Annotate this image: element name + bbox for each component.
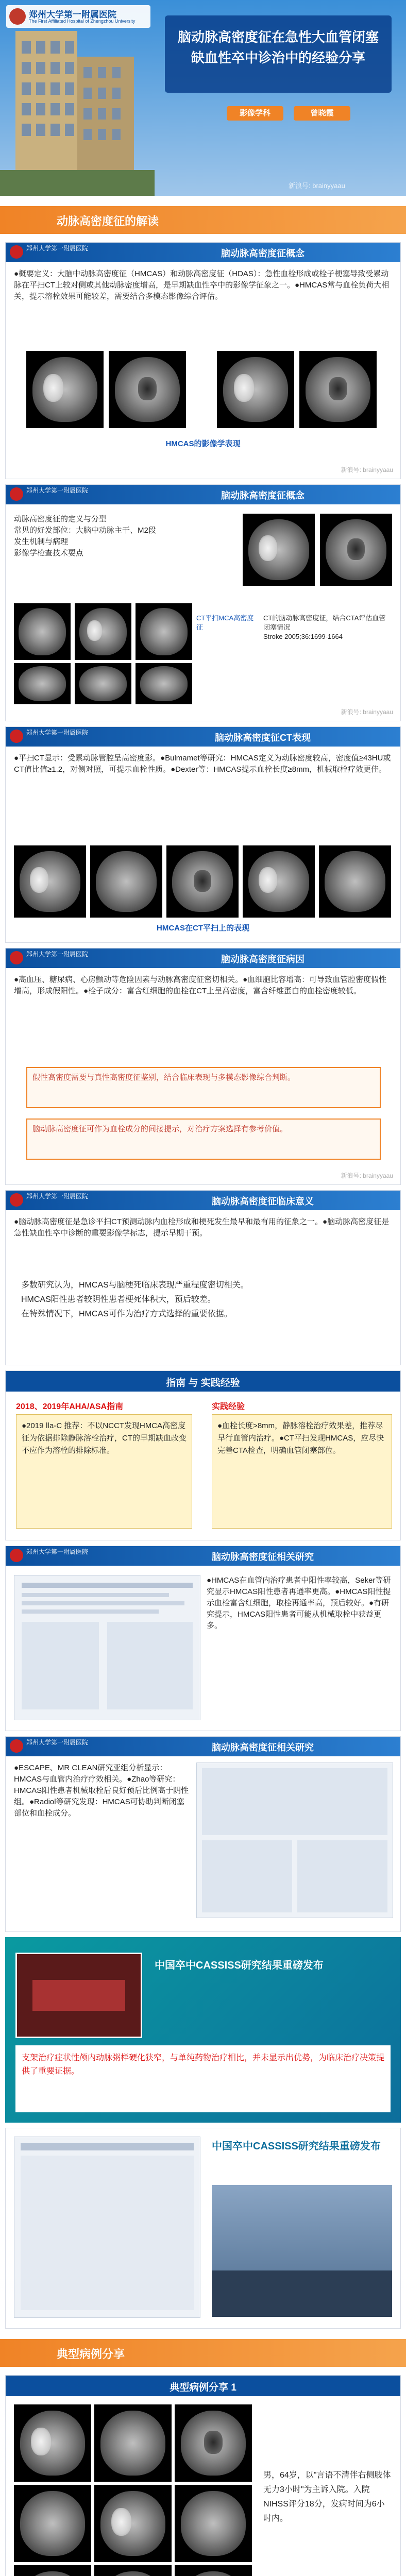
section-ribbon-title: 典型病例分享 [57, 2348, 125, 2361]
slide-title: 脑动脉高密度征相关研究 [212, 1552, 314, 1562]
slide-title: 脑动脉高密度征病因 [221, 954, 304, 964]
slide-logo [10, 729, 118, 744]
slide-concept-2 [5, 484, 401, 721]
slide-title: 脑动脉高密度征概念 [221, 248, 304, 259]
mri-image [14, 2565, 91, 2576]
mri-image [175, 2404, 252, 2482]
bullet-item: 动脉高密度征的定义与分型 [14, 515, 107, 523]
mri-image [136, 603, 192, 660]
slide-logo [10, 245, 118, 260]
slide-case-1 [5, 2375, 401, 2576]
guideline-right-title: 实践经验 [212, 1402, 245, 1411]
slide-logo [10, 951, 118, 966]
logo-text: 郑州大学第一附属医院 [26, 951, 89, 958]
mri-image [14, 2404, 91, 2482]
slide-cassiss-2 [5, 2128, 401, 2329]
slide-title: 脑动脉高密度征概念 [221, 490, 304, 501]
mri-image [320, 514, 392, 586]
header-title-box [165, 15, 392, 93]
bullet-item: 影像学检查技术要点 [14, 549, 84, 557]
mri-image [75, 663, 131, 704]
guideline-right-box [212, 1414, 392, 1529]
slide-title: 中国卒中CASSISS研究结果重磅发布 [212, 2141, 381, 2152]
slide-text: ●脑动脉高密度征是急诊平扫CT预测动脉内血栓形成和梗死发生最早和最有用的征象之一。●脑动脉高密度征是急性缺血性卒中诊断的重要影像学标志，提示早期干预。 [14, 1217, 390, 1238]
mri-image [243, 514, 315, 586]
slide-title: 脑动脉高密度征临床意义 [212, 1196, 314, 1207]
slide-text: ●ESCAPE、MR CLEAN研究亚组分析显示：HMCAS与血管内治疗疗效相关。●Zhao等研究：HMCAS阳性患者机械取栓后良好预后比例高于阴性组。●Radiol等研究发现：HMCAS可协助判断闭塞部位和血栓成分。 [14, 1764, 189, 1818]
section-ribbon-interpretation [0, 206, 406, 234]
slide-logo [10, 1548, 118, 1564]
highlight-box: 脑动脉高密度征可作为血栓成分的间接提示，对治疗方案选择有参考价值。 [26, 1118, 381, 1160]
logo-text: 郑州大学第一附属医院 [26, 1548, 89, 1555]
mri-image [175, 2565, 252, 2576]
slide-caption: CT的脑动脉高密度征，结合CTA评估血管闭塞情况 Stroke 2005;36:1699-1664 [263, 614, 386, 640]
mri-image [94, 2404, 172, 2482]
slide-text: ●平扫CT显示：受累动脉管腔呈高密度影。●Bulmamet等研究：HMCAS定义为动脉密度较高，密度值≥43HU或CT值比值≥1.2，对侧对照，可提示血栓性质。●Dexter等：HMCAS提示血栓长度≥8mm，机械取栓疗效更佳。 [14, 754, 391, 774]
slide-caption: CT平扫MCA高密度征 [196, 614, 254, 631]
logo-seal-icon [10, 730, 23, 743]
slide-title: 脑动脉高密度征CT表现 [215, 733, 311, 743]
slide-guidelines [5, 1370, 401, 1540]
hospital-name: 郑州大学第一附属医院 [29, 10, 116, 20]
logo-seal-icon [9, 8, 26, 25]
logo-text: 郑州大学第一附属医院 [26, 245, 89, 252]
building-photo [0, 0, 155, 196]
guideline-right-text: ●血栓长度>8mm，静脉溶栓治疗效果差，推荐尽早行血管内治疗。●CT平扫发现HMCAS，应尽快完善CTA检查，明确血管闭塞部位。 [217, 1421, 384, 1455]
study-figure-image [196, 1762, 393, 1918]
hospital-name-en: The First Affiliated Hospital of Zhengzhou University [29, 19, 136, 24]
slide-title: 脑动脉高密度征相关研究 [212, 1742, 314, 1753]
watermark: 新浪号: brainyyaau [341, 708, 393, 716]
mri-image [175, 2485, 252, 2562]
bullet-item: 在特殊情况下，HMCAS可作为治疗方式选择的重要依据。 [21, 1310, 232, 1318]
bullet-item: 发生机制与病理 [14, 537, 69, 546]
bullet-item: 常见的好发部位：大脑中动脉主干、M2段 [14, 526, 156, 535]
slide-research-2 [5, 1736, 401, 1932]
mri-image [94, 2565, 172, 2576]
slide-logo [10, 1739, 118, 1754]
slide-header [6, 2376, 400, 2396]
bullet-item: HMCAS阳性患者较阴性患者梗死体积大，预后较差。 [21, 1295, 216, 1304]
slide-etiology [5, 948, 401, 1185]
slide-title: 典型病例分享 1 [170, 2382, 236, 2393]
bullet-list [21, 1278, 392, 1321]
logo-text: 郑州大学第一附属医院 [26, 729, 89, 736]
mri-image [166, 845, 239, 918]
mri-image [136, 663, 192, 704]
mri-image [319, 845, 391, 918]
watermark: 新浪号: brainyyaau [341, 466, 393, 473]
logo-seal-icon [10, 245, 23, 259]
section-ribbon-cases [0, 2339, 406, 2367]
slide-caption: HMCAS的影像学表现 [165, 439, 241, 448]
mri-image [26, 351, 104, 428]
author-tag: 曾晓霞 [294, 106, 350, 121]
logo-text: 郑州大学第一附属医院 [26, 1739, 89, 1746]
dept-tag: 影像学科 [227, 106, 283, 121]
article-image [14, 2137, 200, 2318]
guideline-left-text: ●2019 Ⅱa-C 推荐：不以NCCT发现HMCA高密度征为依据排除静脉溶栓治疗，CT的早期缺血改变不应作为溶栓的排除标准。 [22, 1421, 187, 1455]
team-photo [212, 2185, 392, 2317]
slide-text: ●HMCAS在血管内治疗患者中阳性率较高，Seker等研究显示HMCAS阳性患者再通率更高。●HMCAS阳性提示血栓富含红细胞，取栓再通率高，预后较好。●有研究提示，HMCAS阳性患者可能从机械取栓中获益更多。 [207, 1576, 391, 1630]
slide-logo [10, 487, 118, 502]
page-title: 脑动脉高密度征在急性大血管闭塞缺血性卒中诊治中的经验分享 [177, 29, 379, 65]
slide-cassiss-1 [5, 1937, 401, 2123]
logo-seal-icon [10, 951, 23, 964]
paper-excerpt-image [14, 1575, 200, 1720]
slide-concept-1 [5, 242, 401, 479]
bullet-item: 多数研究认为，HMCAS与脑梗死临床表现严重程度密切相关。 [21, 1281, 249, 1290]
mri-image [14, 663, 71, 704]
slide-caption: HMCAS在CT平扫上的表现 [157, 924, 249, 933]
mri-image [14, 2485, 91, 2562]
header-watermark: 新浪号: brainyyaau [289, 182, 345, 190]
slide-ct-findings [5, 726, 401, 943]
hospital-logo [6, 5, 150, 28]
mri-image [75, 603, 131, 660]
slide-header [6, 1371, 400, 1392]
logo-text: 郑州大学第一附属医院 [26, 1193, 89, 1200]
mri-image [14, 603, 71, 660]
highlight-box [15, 2045, 391, 2112]
case-text: 男，64岁，以"言语不清伴右侧肢体无力3小时"为主诉入院。入院NIHSS评分18分，发病时间为6小时内。 [263, 2471, 391, 2523]
news-thumb [15, 1953, 142, 2038]
slide-logo [10, 1193, 118, 1208]
guideline-left-title: 2018、2019年AHA/ASA指南 [16, 1402, 124, 1411]
logo-text: 郑州大学第一附属医院 [26, 487, 89, 494]
mri-image [14, 845, 86, 918]
watermark: 新浪号: brainyyaau [341, 1172, 393, 1179]
section-ribbon-title: 动脉高密度征的解读 [57, 215, 159, 228]
highlight-box: 假性高密度需要与真性高密度征鉴别，结合临床表现与多模态影像综合判断。 [26, 1067, 381, 1108]
slide-research-1 [5, 1546, 401, 1731]
mri-image [299, 351, 377, 428]
slide-text: 支架治疗症状性颅内动脉粥样硬化狭窄，与单纯药物治疗相比，并未显示出优势，为临床治疗决策提供了重要证据。 [22, 2054, 385, 2076]
guideline-left-box [16, 1414, 192, 1529]
logo-seal-icon [10, 1549, 23, 1562]
bullet-list [14, 514, 230, 559]
logo-seal-icon [10, 1193, 23, 1207]
slide-clinical-significance [5, 1190, 401, 1365]
logo-seal-icon [10, 487, 23, 501]
logo-seal-icon [10, 1739, 23, 1753]
slide-text: ●概要定义：大脑中动脉高密度征（HMCAS）和动脉高密度征（HDAS）：急性血栓形成或栓子梗塞导致受累动脉在平扫CT上较对侧或其他动脉密度增高，是早期缺血性卒中的影像学征象之一。●HMCAS常与血栓负荷大相关，提示溶栓效果可能较差，需要结合多模态影像综合评估。 [14, 269, 390, 301]
mri-image [94, 2485, 172, 2562]
slide-title: 中国卒中CASSISS研究结果重磅发布 [155, 1960, 324, 1971]
mri-image [243, 845, 315, 918]
slide-text: ●高血压、糖尿病、心房颤动等危险因素与动脉高密度征密切相关。●血细胞比容增高：可导致血管腔密度假性增高，形成假阳性。●栓子成分：富含红细胞的血栓在CT上呈高密度，富含纤维蛋白的血栓密度较低。 [14, 975, 387, 995]
slide-title: 指南 与 实践经验 [166, 1378, 240, 1388]
header-banner [0, 0, 406, 196]
mri-image [109, 351, 186, 428]
mri-image [90, 845, 162, 918]
mri-image [217, 351, 294, 428]
